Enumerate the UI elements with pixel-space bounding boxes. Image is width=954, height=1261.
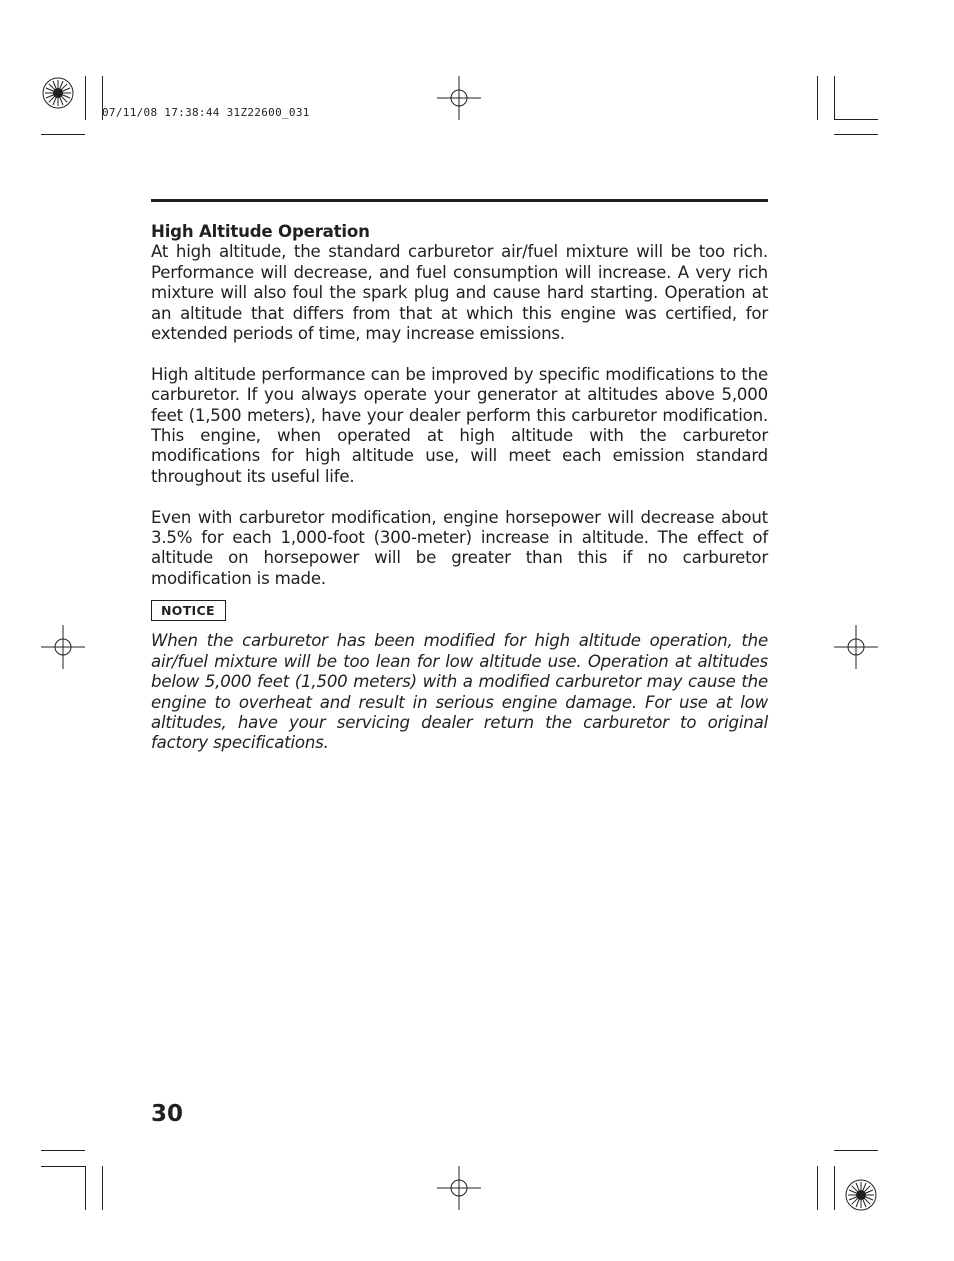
- paragraph: At high altitude, the standard carburetor air/fuel mixture will be too rich. Performance will decrease, and fuel consumption will increase. A very rich mixture will also foul the spark plug and cause hard starting. Operation at an altitude that differs from that at which this engine was certified, for extended periods of time, may increase emissions.: [151, 242, 768, 344]
- section-divider: [151, 199, 768, 202]
- print-stamp: 07/11/08 17:38:44 31Z22600_031: [102, 106, 310, 119]
- crosshair-top-icon: [437, 76, 481, 120]
- registration-sunburst-icon: [844, 1178, 878, 1212]
- notice-label: NOTICE: [151, 600, 226, 621]
- crosshair-bottom-icon: [437, 1166, 481, 1210]
- registration-sunburst-icon: [41, 76, 75, 110]
- main-content: [151, 222, 768, 754]
- section-heading: High Altitude Operation: [151, 222, 370, 241]
- page-number: 30: [151, 1101, 184, 1127]
- crosshair-right-icon: [834, 625, 878, 669]
- paragraph: High altitude performance can be improved by specific modifications to the carburetor. If you always operate your generator at altitudes above 5,000 feet (1,500 meters), have your dealer perform this carburetor modification. This engine, when operated at high altitude with the carburetor modifications for high altitude use, will meet each emission standard throughout its useful life.: [151, 364, 768, 486]
- notice-text: When the carburetor has been modified for high altitude operation, the air/fuel mixture will be too lean for low altitude use. Operation at altitudes below 5,000 feet (1,500 meters) with a modified carburetor may cause the engine to overheat and result in serious engine damage. For use at low altitudes, have your servicing dealer return the carburetor to original factory specifications.: [151, 631, 768, 753]
- paragraph: Even with carburetor modification, engine horsepower will decrease about 3.5% for each 1,000-foot (300-meter) increase in altitude. The effect of altitude on horsepower will be greater than this if no carburetor modification is made.: [151, 507, 768, 588]
- crosshair-left-icon: [41, 625, 85, 669]
